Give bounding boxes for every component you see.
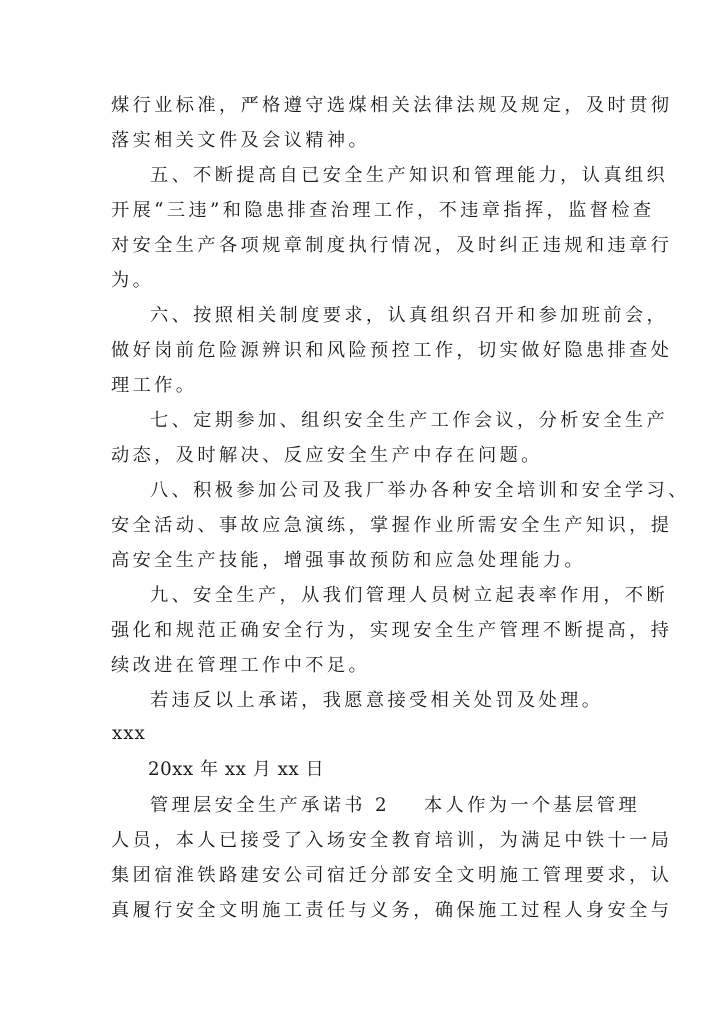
paragraph-6-line-1: 九、安全生产，从我们管理人员树立起表率作用，不断 — [150, 585, 669, 606]
author-signature: xxx — [112, 723, 146, 744]
paragraph-4-line-1: 七、定期参加、组织安全生产工作会议，分析安全生产 — [150, 410, 669, 431]
paragraph-3-line-2: 做好岗前危险源辨识和风险预控工作，切实做好隐患排查处 — [111, 340, 673, 361]
paragraph-2-line-3: 对安全生产各项规章制度执行情况，及时纠正违规和违章行 — [111, 235, 673, 256]
paragraph-4-line-2: 动态，及时解决、反应安全生产中存在问题。 — [111, 445, 543, 466]
paragraph-7-line-1: 若违反以上承诺，我愿意接受相关处罚及处理。 — [150, 690, 604, 711]
next-paragraph-line-2: 人员，本人已接受了入场安全教育培训，为满足中铁十一局 — [111, 830, 673, 851]
paragraph-5-line-1: 八、积极参加公司及我厂举办各种安全培训和安全学习、 — [150, 480, 690, 501]
paragraph-2-line-1: 五、不断提高自已安全生产知识和管理能力，认真组织 — [150, 165, 669, 186]
paragraph-6-line-2: 强化和规范正确安全行为，实现安全生产管理不断提高，持 — [111, 620, 673, 641]
paragraph-2-line-2: 开展“三违”和隐患排查治理工作，不违章指挥，监督检查 — [111, 200, 655, 221]
signature-date: 20xx 年 xx 月 xx 日 — [148, 759, 325, 780]
paragraph-1-line-1: 煤行业标准，严格遵守选煤相关法律法规及规定，及时贯彻 — [111, 95, 673, 116]
next-paragraph-line-1 — [150, 794, 640, 818]
paragraph-1-line-2: 落实相关文件及会议精神。 — [111, 130, 371, 151]
paragraph-5-line-3: 高安全生产技能，增强事故预防和应急处理能力。 — [111, 550, 586, 571]
paragraph-3-line-3: 理工作。 — [111, 375, 198, 396]
next-document-title: 管理层安全生产承诺书 2 — [150, 795, 391, 816]
paragraph-6-line-3: 续改进在管理工作中不足。 — [111, 655, 371, 676]
next-paragraph-line-3: 集团宿淮铁路建安公司宿迁分部安全文明施工管理要求，认 — [111, 865, 673, 886]
paragraph-3-line-1: 六、按照相关制度要求，认真组织召开和参加班前会， — [150, 305, 669, 326]
next-paragraph-line-4: 真履行安全文明施工责任与义务，确保施工过程人身安全与 — [111, 900, 673, 921]
paragraph-2-line-4: 为。 — [111, 270, 155, 291]
next-paragraph-first-line-rest: 本人作为一个基层管理 — [424, 795, 640, 816]
paragraph-5-line-2: 安全活动、事故应急演练，掌握作业所需安全生产知识，提 — [111, 515, 673, 536]
